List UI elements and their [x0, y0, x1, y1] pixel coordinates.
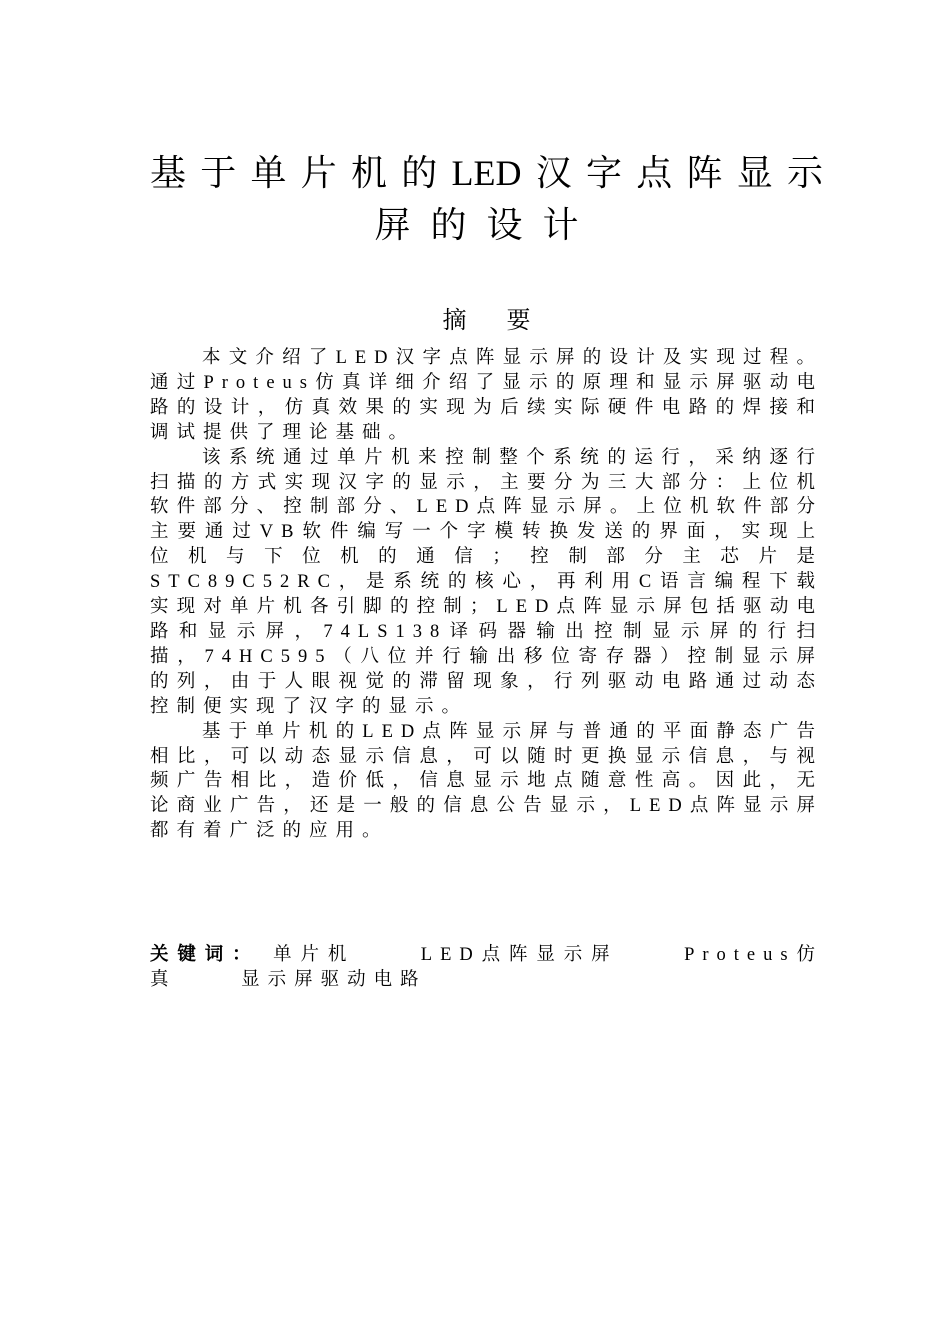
abstract-heading: 摘要	[442, 308, 571, 334]
keyword-item: Proteus仿真	[150, 945, 823, 990]
keyword-item: 单片机	[273, 945, 356, 965]
keywords-block	[150, 943, 823, 993]
document-title-line-2: 屏的设计	[374, 205, 599, 245]
abstract-body	[150, 346, 823, 844]
abstract-paragraph-3: 基于单片机的LED点阵显示屏与普通的平面静态广告相比，可以动态显示信息，可以随时更换显示信息，与视频广告相比，造价低，信息显示地点随意性高。因此，无论商业广告，还是一般的信息公告显示，LED点阵显示屏都有着广泛的应用。	[150, 721, 823, 842]
document-title-line-1: 基于单片机的LED汉字点阵显示	[150, 153, 823, 193]
keyword-item: 显示屏驱动电路	[241, 969, 427, 990]
keywords-label: 关键词：	[150, 945, 260, 965]
abstract-paragraph-2: 该系统通过单片机来控制整个系统的运行，采纳逐行扫描的方式实现汉字的显示，主要分为三大部分：上位机软件部分、控制部分、LED点阵显示屏。上位机软件部分主要通过VB软件编写一个字模转换发送的界面，实现上位机与下位机的通信；控制部分主芯片是STC89C52RC，是系统的核心，再利用C语言编程下载实现对单片机各引脚的控制；LED点阵显示屏包括驱动电路和显示屏，74LS138译码器输出控制显示屏的行扫描，74HC595（八位并行输出移位寄存器）控制显示屏的列，由于人眼视觉的滞留现象，行列驱动电路通过动态控制便实现了汉字的显示。	[150, 447, 823, 717]
abstract-paragraph-1: 本文介绍了LED汉字点阵显示屏的设计及实现过程。通过Proteus仿真详细介绍了显示的原理和显示屏驱动电路的设计，仿真效果的实现为后续实际硬件电路的焊接和调试提供了理论基础。	[150, 348, 823, 443]
keyword-item: LED点阵显示屏	[420, 945, 619, 965]
